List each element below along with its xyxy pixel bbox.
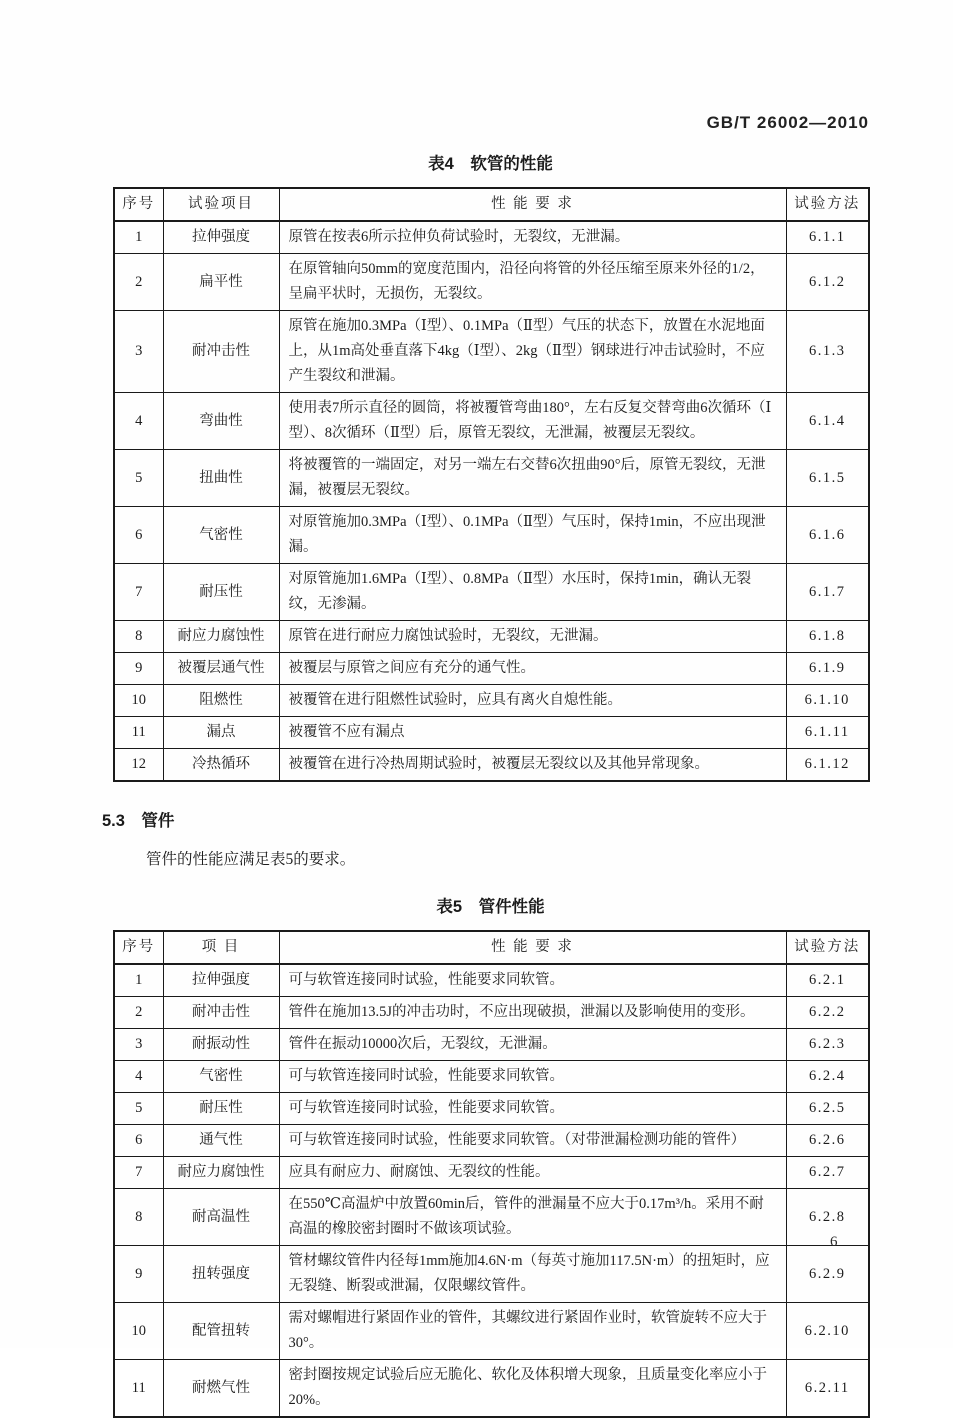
section-heading-5-3: 5.3 管件: [102, 812, 175, 830]
table-cell: 6.2.7: [786, 1157, 869, 1189]
table-cell: 6.1.12: [786, 749, 869, 782]
table-cell: 6.2.6: [786, 1125, 869, 1157]
standard-number: GB/T 26002—2010: [706, 113, 869, 132]
table-row: [114, 1061, 869, 1093]
table-row: [114, 1125, 869, 1157]
table-cell: 冷热循环: [163, 749, 279, 782]
table4-title: 表4 软管的性能: [428, 155, 553, 173]
table-cell: 6.2.3: [786, 1029, 869, 1061]
table-cell: 原管在进行耐应力腐蚀试验时，无裂纹，无泄漏。: [279, 621, 786, 653]
table-cell: 5: [114, 450, 163, 507]
table-cell: 在原管轴向50mm的宽度范围内，沿径向将管的外径压缩至原来外径的1/2，呈扁平状时，无损伤，无裂纹。: [279, 254, 786, 311]
table-cell: 原管在按表6所示拉伸负荷试验时，无裂纹，无泄漏。: [279, 221, 786, 254]
table-cell: 被覆管不应有漏点: [279, 717, 786, 749]
table-cell: 密封圈按规定试验后应无脆化、软化及体积增大现象，且质量变化率应小于20%。: [279, 1360, 786, 1418]
table-cell: 拉伸强度: [163, 964, 279, 997]
table-row: [114, 507, 869, 564]
table-cell: 6.1.5: [786, 450, 869, 507]
table-cell: 拉伸强度: [163, 221, 279, 254]
table-cell: 6.1.1: [786, 221, 869, 254]
table-cell: 10: [114, 1303, 163, 1360]
table-cell: 1: [114, 221, 163, 254]
column-header-requirement: 性 能 要 求: [279, 931, 786, 964]
table-cell: 7: [114, 1157, 163, 1189]
table-cell: 耐压性: [163, 1093, 279, 1125]
table-cell: 6.2.5: [786, 1093, 869, 1125]
table-cell: 1: [114, 964, 163, 997]
column-header-item: 项 目: [163, 931, 279, 964]
table-cell: 使用表7所示直径的圆筒，将被覆管弯曲180°，左右反复交替弯曲6次循环（Ⅰ型）、8次循环（Ⅱ型）后，原管无裂纹，无泄漏，被覆层无裂纹。: [279, 393, 786, 450]
table4-hose-performance: [113, 187, 870, 782]
table-row: [114, 997, 869, 1029]
section-paragraph: 管件的性能应满足表5的要求。: [146, 851, 356, 868]
table-cell: 6.1.6: [786, 507, 869, 564]
table-cell: 需对螺帽进行紧固作业的管件，其螺纹进行紧固作业时，软管旋转不应大于30°。: [279, 1303, 786, 1360]
table-cell: 6.2.11: [786, 1360, 869, 1418]
table-cell: 通气性: [163, 1125, 279, 1157]
table-row: [114, 1029, 869, 1061]
table-row: [114, 311, 869, 393]
table-row: [114, 749, 869, 782]
table-cell: 被覆管在进行冷热周期试验时，被覆层无裂纹以及其他异常现象。: [279, 749, 786, 782]
table-cell: 6.1.4: [786, 393, 869, 450]
table-cell: 扭转强度: [163, 1246, 279, 1303]
table-cell: 可与软管连接同时试验，性能要求同软管。: [279, 1093, 786, 1125]
table-cell: 气密性: [163, 1061, 279, 1093]
table-row: [114, 964, 869, 997]
table-cell: 6.1.2: [786, 254, 869, 311]
table-cell: 耐燃气性: [163, 1360, 279, 1418]
table-cell: 2: [114, 254, 163, 311]
table-cell: 6.2.10: [786, 1303, 869, 1360]
table-cell: 耐应力腐蚀性: [163, 1157, 279, 1189]
table-row: [114, 450, 869, 507]
table-cell: 管材螺纹管件内径每1mm施加4.6N·m（每英寸施加117.5N·m）的扭矩时，应无裂缝、断裂或泄漏，仅限螺纹管件。: [279, 1246, 786, 1303]
table-cell: 6.1.3: [786, 311, 869, 393]
table-cell: 被覆层通气性: [163, 653, 279, 685]
table-cell: 6.1.7: [786, 564, 869, 621]
table-cell: 耐应力腐蚀性: [163, 621, 279, 653]
table-cell: 6: [114, 507, 163, 564]
table-cell: 6.1.8: [786, 621, 869, 653]
table-row: [114, 685, 869, 717]
column-header-requirement: 性 能 要 求: [279, 188, 786, 221]
table-cell: 5: [114, 1093, 163, 1125]
table-cell: 配管扭转: [163, 1303, 279, 1360]
table-row: [114, 393, 869, 450]
table-row: [114, 653, 869, 685]
table4-header-row: [114, 188, 869, 221]
table-cell: 2: [114, 997, 163, 1029]
table-cell: 9: [114, 1246, 163, 1303]
table-row: [114, 1303, 869, 1360]
column-header-index: 序号: [114, 931, 163, 964]
table-cell: 12: [114, 749, 163, 782]
table-row: [114, 1157, 869, 1189]
table-cell: 3: [114, 1029, 163, 1061]
table-cell: 8: [114, 1189, 163, 1246]
table-row: [114, 1189, 869, 1246]
table-cell: 可与软管连接同时试验，性能要求同软管。（对带泄漏检测功能的管件）: [279, 1125, 786, 1157]
table-cell: 9: [114, 653, 163, 685]
table-cell: 弯曲性: [163, 393, 279, 450]
column-header-test-method: 试验方法: [786, 931, 869, 964]
table-cell: 耐振动性: [163, 1029, 279, 1061]
table-cell: 应具有耐应力、耐腐蚀、无裂纹的性能。: [279, 1157, 786, 1189]
table-cell: 耐冲击性: [163, 997, 279, 1029]
table-cell: 管件在振动10000次后，无裂纹，无泄漏。: [279, 1029, 786, 1061]
table-cell: 10: [114, 685, 163, 717]
table5-fitting-performance: [113, 930, 870, 1418]
table-row: [114, 1246, 869, 1303]
table-cell: 6.2.8: [786, 1189, 869, 1246]
table-cell: 对原管施加0.3MPa（Ⅰ型）、0.1MPa（Ⅱ型）气压时，保持1min，不应出现泄漏。: [279, 507, 786, 564]
table-cell: 6: [114, 1125, 163, 1157]
table-row: [114, 717, 869, 749]
table-row: [114, 1360, 869, 1418]
table-cell: 6.2.2: [786, 997, 869, 1029]
table-cell: 可与软管连接同时试验，性能要求同软管。: [279, 964, 786, 997]
table-cell: 4: [114, 393, 163, 450]
table-cell: 11: [114, 1360, 163, 1418]
table-cell: 在550℃高温炉中放置60min后，管件的泄漏量不应大于0.17m³/h。采用不耐高温的橡胶密封圈时不做该项试验。: [279, 1189, 786, 1246]
table-cell: 对原管施加1.6MPa（Ⅰ型）、0.8MPa（Ⅱ型）水压时，保持1min，确认无裂纹，无渗漏。: [279, 564, 786, 621]
table-cell: 可与软管连接同时试验，性能要求同软管。: [279, 1061, 786, 1093]
column-header-index: 序号: [114, 188, 163, 221]
table-cell: 8: [114, 621, 163, 653]
table-cell: 6.2.9: [786, 1246, 869, 1303]
table-cell: 被覆管在进行阻燃性试验时，应具有离火自熄性能。: [279, 685, 786, 717]
table-cell: 7: [114, 564, 163, 621]
table-cell: 被覆层与原管之间应有充分的通气性。: [279, 653, 786, 685]
table-cell: 6.2.1: [786, 964, 869, 997]
table-row: [114, 564, 869, 621]
table-cell: 6.1.10: [786, 685, 869, 717]
table-cell: 扁平性: [163, 254, 279, 311]
table-cell: 气密性: [163, 507, 279, 564]
table-cell: 6.1.9: [786, 653, 869, 685]
table-cell: 耐冲击性: [163, 311, 279, 393]
column-header-test-method: 试验方法: [786, 188, 869, 221]
table-cell: 漏点: [163, 717, 279, 749]
table-cell: 耐压性: [163, 564, 279, 621]
table-cell: 耐高温性: [163, 1189, 279, 1246]
column-header-test-item: 试验项目: [163, 188, 279, 221]
table-cell: 11: [114, 717, 163, 749]
table-row: [114, 254, 869, 311]
page-number: 6: [830, 1234, 838, 1250]
table-row: [114, 221, 869, 254]
table-cell: 扭曲性: [163, 450, 279, 507]
page-content: [0, 150, 953, 1418]
table-cell: 将被覆管的一端固定，对另一端左右交替6次扭曲90°后，原管无裂纹，无泄漏，被覆层无裂纹。: [279, 450, 786, 507]
table-cell: 管件在施加13.5J的冲击功时，不应出现破损，泄漏以及影响使用的变形。: [279, 997, 786, 1029]
table-cell: 6.2.4: [786, 1061, 869, 1093]
table5-header-row: [114, 931, 869, 964]
table-cell: 4: [114, 1061, 163, 1093]
table-cell: 原管在施加0.3MPa（Ⅰ型）、0.1MPa（Ⅱ型）气压的状态下，放置在水泥地面上，从1m高处垂直落下4kg（Ⅰ型）、2kg（Ⅱ型）钢球进行冲击试验时，不应产生裂纹和泄漏。: [279, 311, 786, 393]
table5-title: 表5 管件性能: [436, 898, 545, 916]
table-row: [114, 621, 869, 653]
table-row: [114, 1093, 869, 1125]
table-cell: 3: [114, 311, 163, 393]
table-cell: 阻燃性: [163, 685, 279, 717]
table-cell: 6.1.11: [786, 717, 869, 749]
